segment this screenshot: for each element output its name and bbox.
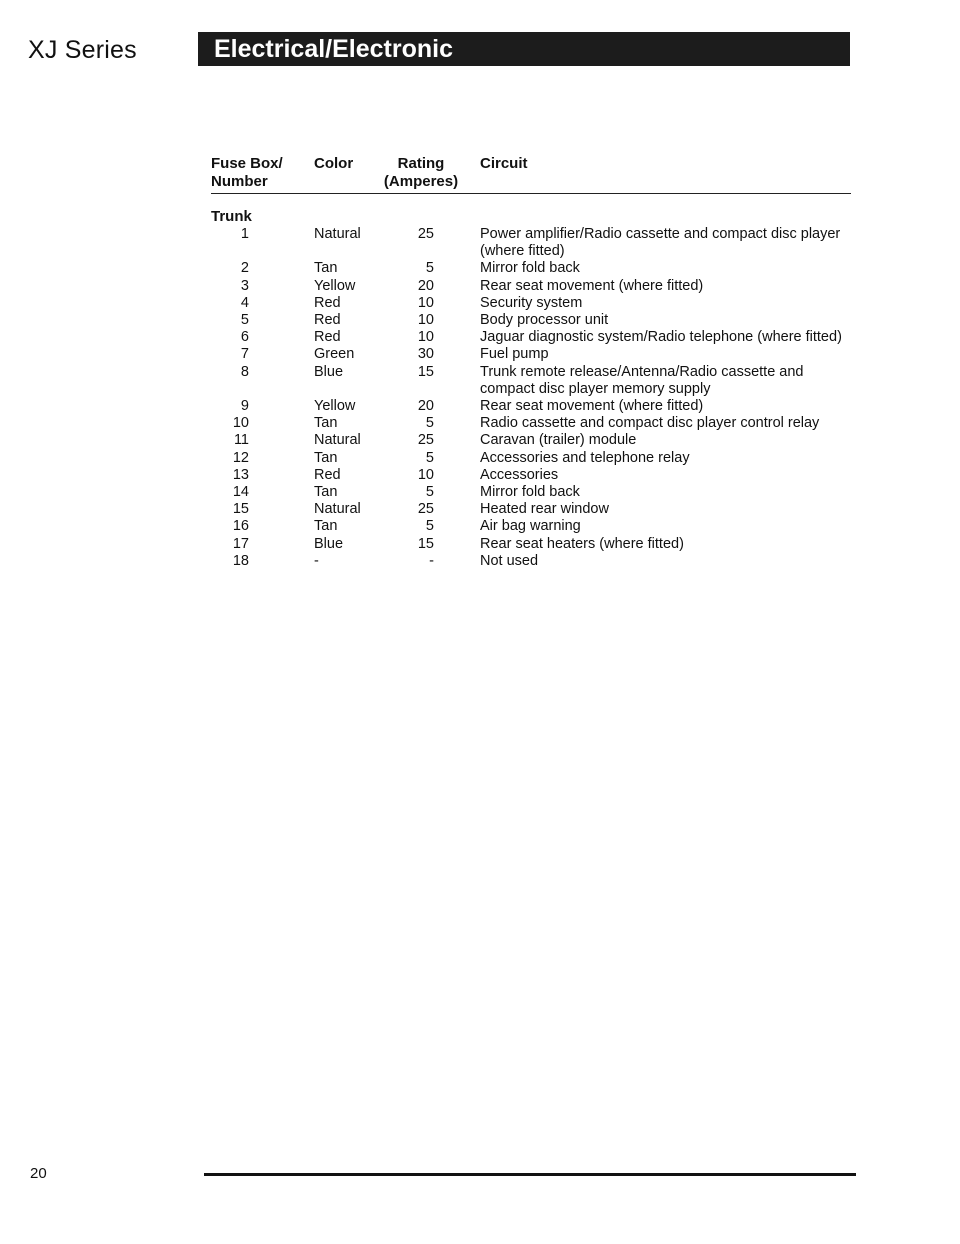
fuse-number: 2 [240,260,249,277]
fuse-rating: 25 [417,432,434,449]
fuse-circuit: Trunk remote release/Antenna/Radio cassette and compact disc player memory supply [480,363,804,397]
table-row [211,398,851,415]
section-title-bar [198,32,850,66]
fuse-number: 8 [240,363,249,380]
series-title: XJ Series [28,36,137,64]
table-row [211,553,851,570]
fuse-table [211,155,851,570]
table-row [211,278,851,295]
fuse-color: Blue [314,363,344,380]
fuse-circuit: Not used [480,552,539,569]
fuse-rating: 10 [417,294,434,311]
fuse-color: Yellow [314,277,356,294]
table-row [211,432,851,449]
table-row [211,415,851,432]
fuse-number: 16 [232,518,249,535]
table-row [211,312,851,329]
fuse-number: 7 [240,346,249,363]
fuse-number: 11 [233,432,249,449]
fuse-circuit: Security system [480,294,583,311]
fuse-number: 10 [232,415,249,432]
table-row [211,346,851,363]
group-label-trunk: Trunk [211,208,252,225]
fuse-rating: 5 [425,260,434,277]
fuse-circuit: Mirror fold back [480,260,580,277]
column-header-color: Color [314,155,354,172]
fuse-rating: 25 [417,226,434,242]
fuse-color: Red [314,294,341,311]
table-row [211,329,851,346]
fuse-circuit: Air bag warning [480,518,581,535]
fuse-rating: 5 [425,484,434,501]
table-row [211,226,851,260]
fuse-color: Red [314,466,341,483]
fuse-number: 6 [240,329,249,346]
fuse-rating: 25 [417,501,434,518]
fuse-circuit: Body processor unit [480,312,609,329]
fuse-color: Tan [314,415,338,432]
fuse-color: Natural [314,226,361,242]
fuse-color: Tan [314,260,338,277]
fuse-circuit: Rear seat movement (where fitted) [480,398,704,415]
fuse-color: Blue [314,535,344,552]
fuse-rating: 20 [417,277,434,294]
table-row [211,467,851,484]
column-header-rating: Rating (Amperes) [383,155,459,190]
page-number: 20 [30,1165,47,1182]
fuse-number: 17 [232,535,249,552]
fuse-circuit: Heated rear window [480,501,609,518]
fuse-circuit: Accessories and telephone relay [480,449,690,466]
fuse-circuit: Caravan (trailer) module [480,432,637,449]
table-row [211,450,851,467]
table-row [211,260,851,277]
column-header-fuse-box: Fuse Box/ Number [211,155,283,190]
fuse-number: 4 [240,294,249,311]
fuse-color: Natural [314,432,361,449]
fuse-number: 14 [232,484,249,501]
table-row [211,484,851,501]
fuse-number: 9 [240,398,249,415]
fuse-rating: 5 [425,449,434,466]
fuse-circuit: Jaguar diagnostic system/Radio telephone (where fitted) [480,329,842,346]
column-header-circuit: Circuit [480,155,528,172]
table-header [211,155,851,193]
fuse-rating: 10 [417,312,434,329]
table-row [211,518,851,535]
fuse-number: 5 [240,312,249,329]
fuse-rating: 20 [417,398,434,415]
header-rule [211,193,851,194]
fuse-rating: 5 [425,415,434,432]
table-row [211,364,851,398]
fuse-number: 15 [232,501,249,518]
table-row [211,536,851,553]
fuse-number: 3 [240,277,249,294]
fuse-circuit: Mirror fold back [480,484,580,501]
fuse-rating: 10 [417,329,434,346]
fuse-circuit: Fuel pump [480,346,549,363]
footer-rule [204,1173,856,1176]
fuse-circuit: Accessories [480,466,559,483]
fuse-number: 12 [232,449,249,466]
table-row [211,295,851,312]
fuse-number: 1 [240,226,249,242]
fuse-color: - [314,552,319,569]
section-title: Electrical/Electronic [214,35,454,63]
fuse-color: Natural [314,501,361,518]
fuse-rating: 30 [417,346,434,363]
fuse-color: Red [314,329,341,346]
fuse-circuit: Rear seat movement (where fitted) [480,277,704,294]
fuse-rating: - [429,552,434,569]
fuse-color: Red [314,312,341,329]
fuse-rating: 15 [417,363,434,380]
fuse-circuit: Rear seat heaters (where fitted) [480,535,684,552]
fuse-number: 18 [232,552,249,569]
fuse-number: 13 [232,466,249,483]
table-body [211,226,851,570]
table-row [211,501,851,518]
fuse-color: Tan [314,484,338,501]
fuse-rating: 15 [417,535,434,552]
fuse-color: Tan [314,449,338,466]
fuse-rating: 5 [425,518,434,535]
fuse-color: Green [314,346,355,363]
fuse-circuit: Power amplifier/Radio cassette and compact disc player (where fitted) [480,226,841,260]
fuse-color: Tan [314,518,338,535]
fuse-rating: 10 [417,466,434,483]
fuse-color: Yellow [314,398,356,415]
fuse-circuit: Radio cassette and compact disc player control relay [480,415,820,432]
